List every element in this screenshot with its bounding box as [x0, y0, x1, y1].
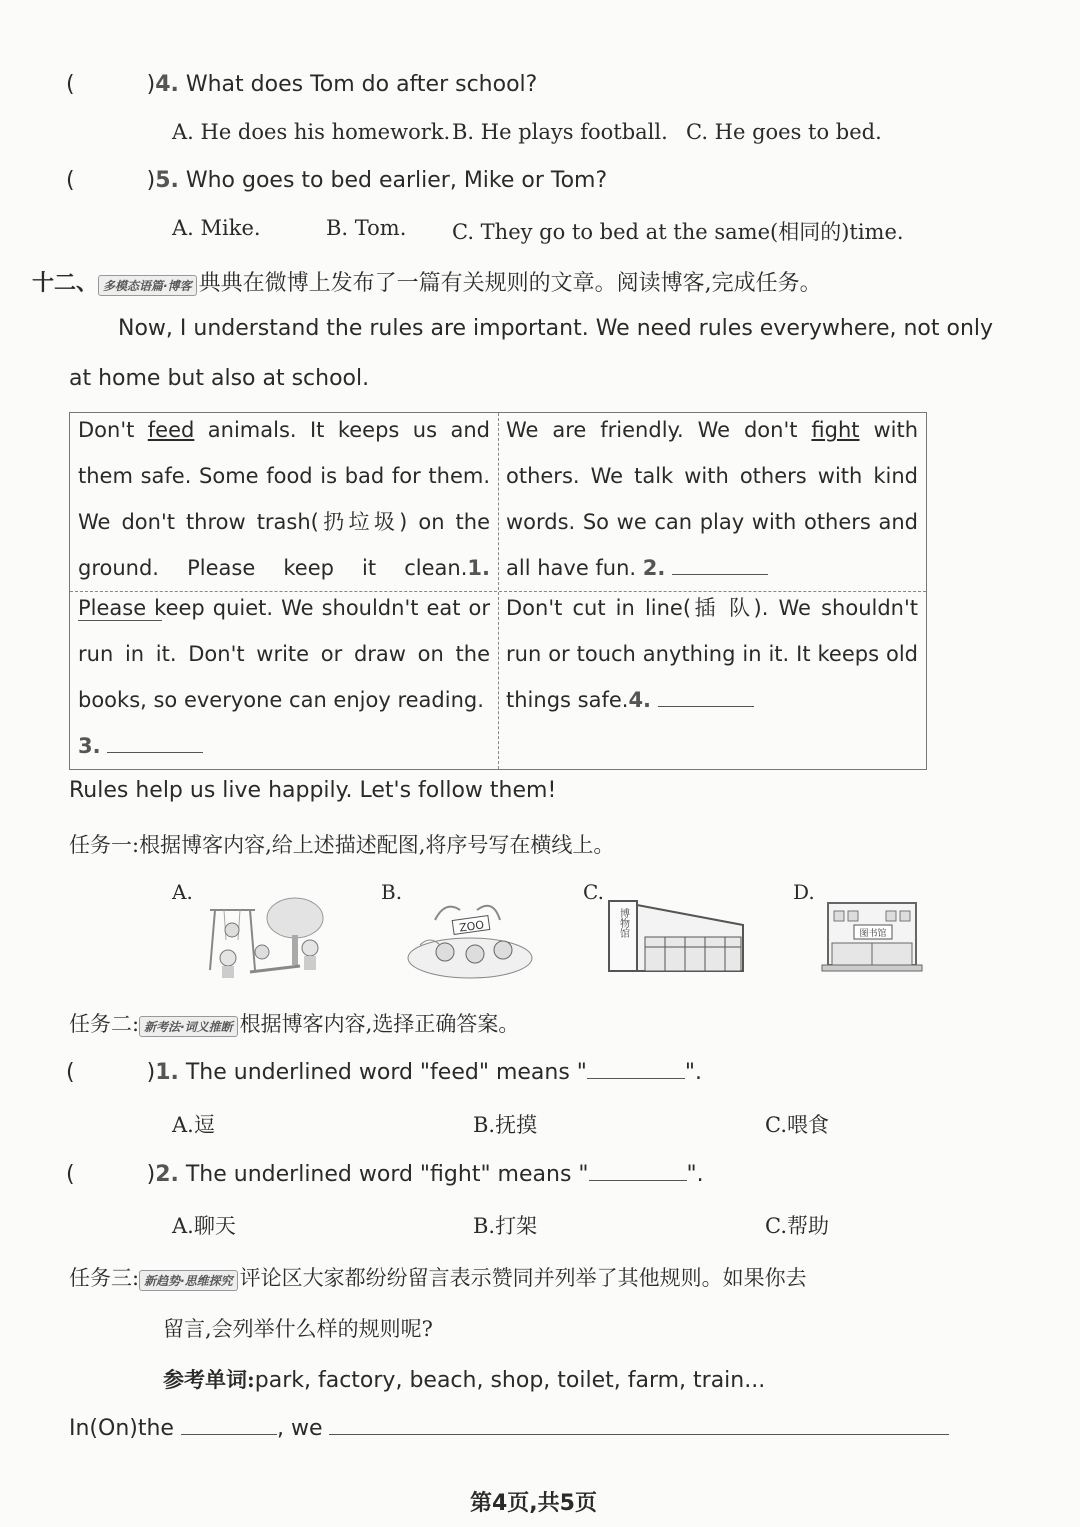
- meaning-blank-1[interactable]: [587, 1058, 685, 1079]
- blank-number: 4.: [628, 688, 652, 712]
- q5-option-a[interactable]: A. Mike.: [172, 216, 261, 240]
- q5-option-c[interactable]: C. They go to bed at the same(相同的)time.: [452, 220, 904, 244]
- museum-icon: [605, 895, 745, 975]
- paren-open: (: [66, 168, 75, 193]
- q4-option-b[interactable]: B. He plays football.: [452, 120, 668, 144]
- t2q1-option-a[interactable]: A.逗: [172, 1113, 215, 1137]
- place-blank[interactable]: [181, 1414, 277, 1435]
- task2-instruction: [69, 1008, 519, 1038]
- picture-b-label: B.: [381, 880, 403, 904]
- t2q2-option-a[interactable]: A.聊天: [172, 1214, 236, 1238]
- q5-option-b[interactable]: B. Tom.: [326, 216, 407, 240]
- library-sign: 图书馆: [859, 929, 887, 939]
- question-text-end: ".: [684, 1060, 703, 1085]
- cell-playground-rules: [506, 407, 918, 591]
- question-number: 2.: [155, 1162, 179, 1187]
- t2q1-option-c[interactable]: C.喂食: [765, 1113, 829, 1137]
- q4-option-c[interactable]: C. He goes to bed.: [686, 120, 882, 144]
- question-text: What does Tom do after school?: [185, 72, 538, 97]
- blank-number: 1.: [467, 556, 490, 580]
- question-number: 4.: [155, 72, 179, 97]
- task3-tag: 新趋势·思维探究: [139, 1270, 238, 1291]
- answer-paren-q5[interactable]: [66, 168, 607, 193]
- task3-prefix: 任务三:: [69, 1266, 140, 1290]
- paren-close: ): [146, 168, 156, 193]
- reference-word-list: park, factory, beach, shop, toilet, farm, train...: [254, 1368, 766, 1393]
- question-number: 1.: [155, 1060, 179, 1085]
- closing-line: Rules help us live happily. Let's follow them!: [69, 778, 557, 803]
- cell-text: We are friendly. We don't: [506, 418, 812, 442]
- blank-number: 3.: [78, 734, 101, 758]
- section-tag: 多模态语篇·博客: [98, 275, 197, 296]
- reference-words: [163, 1364, 765, 1394]
- picture-d-label: D.: [793, 880, 815, 904]
- answer-blank-4[interactable]: [658, 686, 754, 707]
- cell-museum-rules: [506, 585, 918, 723]
- task1-instruction: 任务一:根据博客内容,给上述描述配图,将序号写在横线上。: [69, 833, 615, 857]
- task2-text: 根据博客内容,选择正确答案。: [239, 1012, 520, 1036]
- meaning-blank-2[interactable]: [589, 1160, 687, 1181]
- picture-a-label: A.: [172, 880, 193, 904]
- task2-tag: 新考法·词义推断: [139, 1016, 238, 1037]
- t2q2-option-c[interactable]: C.帮助: [765, 1214, 829, 1238]
- question-text: Who goes to bed earlier, Mike or Tom?: [185, 168, 608, 193]
- underlined-word-fight: fight: [811, 418, 860, 442]
- playground-icon: [200, 890, 335, 985]
- paren-close: ): [146, 1060, 156, 1085]
- underlined-word-feed: feed: [147, 418, 195, 442]
- answer-blank-2[interactable]: [672, 554, 768, 575]
- picture-c-label: C.: [583, 880, 604, 904]
- question-text: The underlined word "feed" means ": [185, 1060, 587, 1085]
- section-number: 十二、: [32, 271, 99, 296]
- cell-text: Don't cut in line(插 队). We shouldn't run or touch anything in it. It keeps old things safe.: [506, 596, 918, 712]
- cell-text: Please keep quiet. We shouldn't eat or run in it. Don't write or draw on the books, so everyone can enjoy reading.: [78, 596, 490, 712]
- page-number: 第4页,共5页: [470, 1491, 597, 1516]
- answer-blank-3[interactable]: [107, 732, 203, 753]
- task2-prefix: 任务二:: [69, 1012, 140, 1036]
- cell-text: with others. We talk with others with kind words. So we can play with others and all have fun.: [506, 418, 919, 580]
- question-text-end: ".: [686, 1162, 704, 1187]
- paren-close: ): [146, 1162, 156, 1187]
- intro-line-1: Now, I understand the rules are important. We need rules everywhere, not only: [118, 316, 994, 341]
- rules-grid: [69, 412, 927, 770]
- cell-library-rules: [78, 585, 490, 769]
- museum-sign: 博物馆: [617, 908, 629, 938]
- blank-number: 2.: [642, 556, 666, 580]
- intro-line-2: at home but also at school.: [69, 366, 370, 391]
- answer-paren-q4[interactable]: [66, 72, 537, 97]
- paren-open: (: [66, 1162, 75, 1187]
- cell-text: animals. It keeps us and them safe. Some food is bad for them. We don't throw trash(扔垃圾) on the ground. Please keep it clean.: [78, 418, 490, 580]
- paren-open: (: [66, 72, 75, 97]
- library-icon: [818, 895, 926, 975]
- task3-text-line1: 评论区大家都纷纷留言表示赞同并列举了其他规则。如果你去: [239, 1266, 807, 1290]
- t2q2-option-b[interactable]: B.打架: [473, 1214, 538, 1238]
- answer-middle: , we: [276, 1416, 323, 1441]
- answer-prefix: In(On)the: [69, 1416, 174, 1441]
- paren-open: (: [66, 1060, 75, 1085]
- t2q1-option-b[interactable]: B.抚摸: [473, 1113, 538, 1137]
- section-instruction: 典典在微博上发布了一篇有关规则的文章。阅读博客,完成任务。: [198, 271, 822, 296]
- task3-text-line2: 留言,会列举什么样的规则呢?: [163, 1317, 433, 1341]
- answer-paren-t2q2[interactable]: [66, 1160, 704, 1187]
- cell-text: Don't: [78, 418, 148, 442]
- section-header: [32, 266, 822, 297]
- task3-instruction: [69, 1262, 807, 1292]
- answer-line: [69, 1414, 949, 1441]
- paren-close: ): [146, 72, 156, 97]
- q4-option-a[interactable]: A. He does his homework.: [172, 120, 451, 144]
- question-number: 5.: [155, 168, 179, 193]
- question-text: The underlined word "fight" means ": [185, 1162, 589, 1187]
- zoo-icon: [405, 890, 535, 985]
- zoo-sign: ZOO: [458, 918, 485, 935]
- answer-paren-t2q1[interactable]: [66, 1058, 702, 1085]
- reference-label: 参考单词:: [163, 1367, 255, 1392]
- rule-blank[interactable]: [329, 1414, 949, 1435]
